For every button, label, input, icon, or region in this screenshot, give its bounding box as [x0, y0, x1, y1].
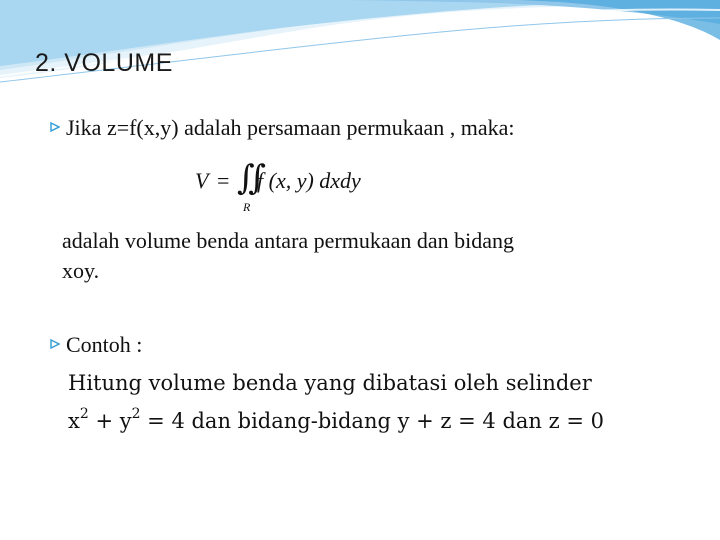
- example-line2: [68, 406, 604, 436]
- exponent: 2: [79, 406, 89, 422]
- example-line1: Hitung volume benda yang dibatasi oleh selinder: [68, 371, 592, 395]
- double-integral-formula: [195, 158, 395, 216]
- formula-equals: =: [217, 168, 230, 193]
- definition-text: Jika z=f(x,y) adalah persamaan permukaan , maka:: [66, 115, 515, 140]
- integration-region: R: [243, 200, 251, 214]
- double-integral-symbol: ∬: [237, 158, 266, 198]
- example-plus-y: + y: [88, 409, 132, 433]
- bullet-item-definition: [50, 113, 515, 143]
- bullet-icon: [50, 339, 60, 349]
- example-var-x: x: [68, 409, 80, 433]
- slide-title: 2. VOLUME: [35, 49, 173, 77]
- bullet-icon: [50, 122, 60, 132]
- definition-continuation-line2: xoy.: [62, 258, 100, 283]
- example-heading: Contoh :: [66, 332, 143, 357]
- bullet-item-example: [50, 330, 142, 360]
- formula-integrand: f (x, y) dxdy: [257, 168, 361, 193]
- formula-lhs: V: [195, 168, 209, 193]
- definition-continuation-line1: adalah volume benda antara permukaan dan bidang: [62, 228, 515, 253]
- example-rest: = 4 dan bidang-bidang y + z = 4 dan z = 0: [140, 409, 604, 433]
- exponent: 2: [131, 406, 141, 422]
